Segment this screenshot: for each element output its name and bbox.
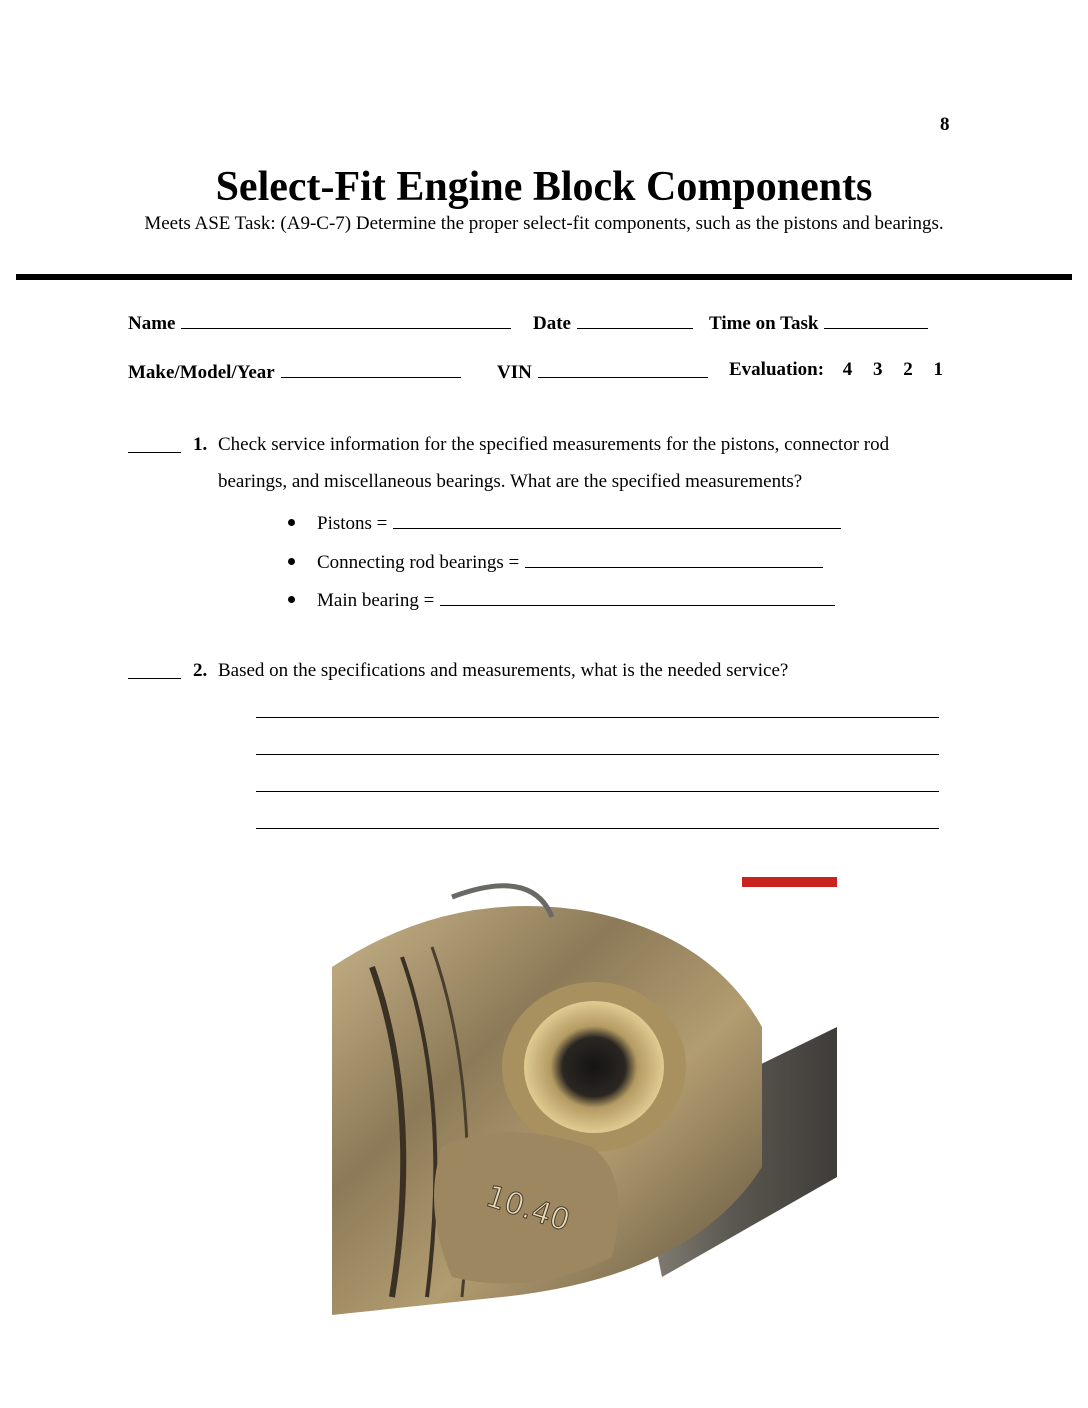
bullet-dot bbox=[288, 519, 295, 526]
evaluation-score-3[interactable]: 3 bbox=[873, 359, 883, 380]
answer-line-4[interactable] bbox=[256, 828, 939, 829]
name-field[interactable] bbox=[128, 310, 511, 335]
bullet-connecting-rod-label: Connecting rod bearings = bbox=[317, 552, 520, 573]
piston-photo bbox=[332, 877, 837, 1315]
question-2 bbox=[128, 652, 958, 692]
evaluation-score-1[interactable]: 1 bbox=[933, 359, 944, 380]
piston-stamp: 10.40 bbox=[481, 1178, 574, 1239]
name-blank[interactable] bbox=[181, 310, 511, 329]
header-divider bbox=[16, 274, 1072, 280]
make-model-year-label: Make/Model/Year bbox=[128, 362, 275, 383]
evaluation-score-4[interactable]: 4 bbox=[842, 359, 853, 380]
bullet-main-bearing bbox=[288, 585, 835, 612]
question-1-text: Check service information for the specified measurements for the pistons, connector rod bearings, and miscellaneous bearings. What are the specified measurements? bbox=[218, 434, 890, 492]
vin-label: VIN bbox=[497, 362, 532, 383]
bullet-pistons bbox=[288, 508, 841, 535]
main-bearing-answer-blank[interactable] bbox=[440, 585, 835, 606]
question-2-number: 2. bbox=[193, 660, 208, 681]
question-1-number: 1. bbox=[193, 434, 208, 455]
pistons-answer-blank[interactable] bbox=[393, 508, 841, 529]
red-accent bbox=[742, 877, 837, 887]
bullet-pistons-label: Pistons = bbox=[317, 513, 388, 534]
bullet-dot bbox=[288, 596, 295, 603]
date-field[interactable] bbox=[533, 310, 693, 335]
piston-illustration bbox=[332, 877, 837, 1315]
bullet-main-bearing-label: Main bearing = bbox=[317, 590, 435, 611]
piston-pin-bore bbox=[524, 1001, 664, 1133]
make-model-year-blank[interactable] bbox=[281, 359, 461, 378]
time-on-task-label: Time on Task bbox=[709, 313, 819, 334]
question-2-score-blank[interactable] bbox=[128, 652, 181, 679]
time-on-task-blank[interactable] bbox=[824, 310, 928, 329]
vin-field[interactable] bbox=[497, 359, 708, 384]
evaluation-score-2[interactable]: 2 bbox=[903, 359, 913, 380]
page-number: 8 bbox=[940, 114, 950, 135]
date-blank[interactable] bbox=[577, 310, 693, 329]
question-2-text: Based on the specifications and measurements, what is the needed service? bbox=[218, 660, 789, 681]
name-label: Name bbox=[128, 313, 176, 334]
time-on-task-field[interactable] bbox=[709, 310, 928, 335]
answer-line-2[interactable] bbox=[256, 754, 939, 755]
bullet-dot bbox=[288, 558, 295, 565]
evaluation-label: Evaluation: bbox=[729, 359, 825, 380]
date-label: Date bbox=[533, 313, 571, 334]
question-1-score-blank[interactable] bbox=[128, 426, 181, 453]
evaluation-field bbox=[729, 359, 943, 381]
answer-line-3[interactable] bbox=[256, 791, 939, 792]
make-model-year-field[interactable] bbox=[128, 359, 461, 384]
question-1 bbox=[128, 426, 958, 506]
connecting-rod-answer-blank[interactable] bbox=[525, 547, 823, 568]
vin-blank[interactable] bbox=[538, 359, 708, 378]
bullet-connecting-rod-bearings bbox=[288, 547, 823, 574]
answer-line-1[interactable] bbox=[256, 717, 939, 718]
ase-task-description: Meets ASE Task: (A9-C-7) Determine the proper select-fit components, such as the pistons and bearings. bbox=[144, 213, 944, 234]
page-title: Select-Fit Engine Block Components bbox=[215, 164, 873, 210]
